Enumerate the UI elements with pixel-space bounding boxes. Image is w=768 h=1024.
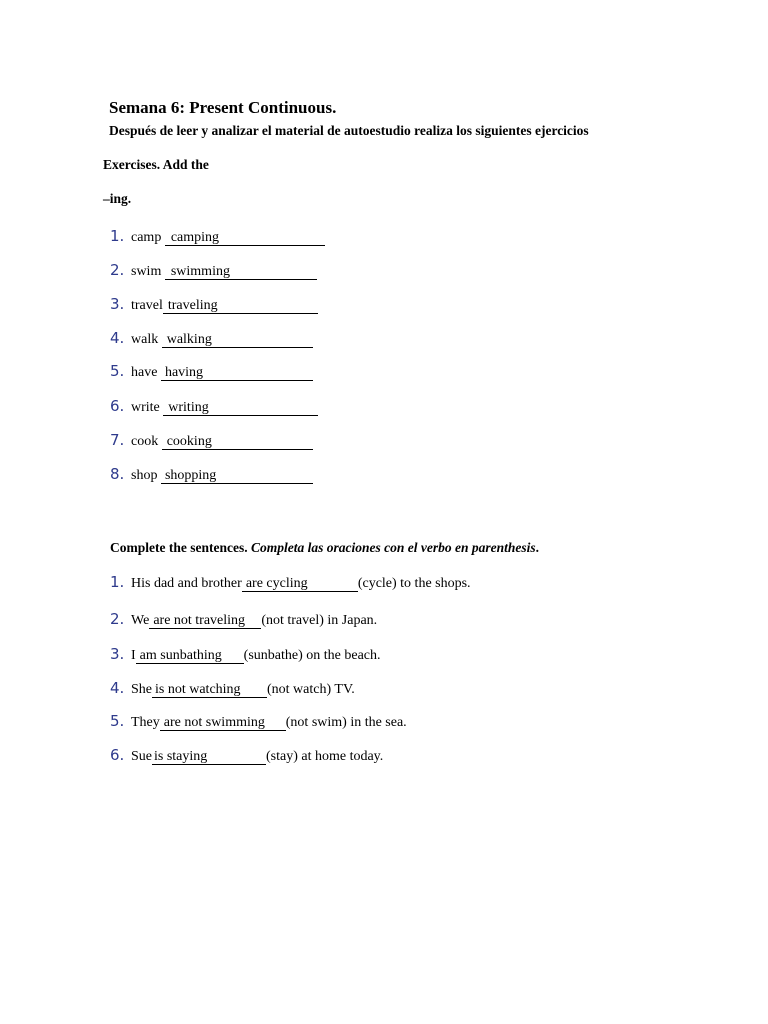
base-word: cook — [131, 434, 159, 449]
list-item — [110, 712, 407, 731]
base-word: camp — [131, 230, 162, 245]
list-item — [110, 431, 313, 450]
base-word: shop — [131, 468, 158, 483]
instructions: Después de leer y analizar el material de autoestudio realiza los siguientes ejercicios — [109, 123, 589, 138]
list-item — [110, 746, 383, 765]
base-word: write — [131, 400, 160, 415]
item-number: 4. — [110, 329, 125, 347]
answer-blank: writing — [163, 401, 318, 416]
item-number: 5. — [110, 362, 125, 380]
sentence-start: She — [131, 682, 152, 697]
sentence-start: Sue — [131, 749, 152, 764]
base-word: have — [131, 365, 158, 380]
part2-heading-bold: Complete the sentences. — [110, 540, 248, 555]
answer-blank: are cycling — [242, 577, 358, 592]
list-item — [110, 261, 317, 280]
item-number: 6. — [110, 397, 125, 415]
answer-blank: camping — [165, 231, 325, 246]
exercises-subheading: –ing. — [103, 191, 132, 206]
sentence-start: His dad and brother — [131, 576, 242, 591]
item-number: 3. — [110, 295, 125, 313]
answer-blank: are not traveling — [149, 614, 261, 629]
sentence-end: (stay) at home today. — [266, 749, 384, 764]
answer-blank: am sunbathing — [136, 649, 244, 664]
sentence-end: (not watch) TV. — [267, 682, 355, 697]
item-number: 2. — [110, 610, 125, 628]
sentence-start: They — [131, 715, 160, 730]
sentence-start: We — [131, 613, 150, 628]
list-item — [110, 295, 318, 314]
part2-heading-italic: Completa las oraciones con el verbo en parenthesis — [250, 540, 536, 555]
answer-blank: traveling — [163, 299, 318, 314]
sentence-end: (cycle) to the shops. — [357, 576, 471, 591]
item-number: 5. — [110, 712, 125, 730]
answer-blank: is staying — [152, 750, 266, 765]
list-item — [110, 679, 355, 698]
answer-blank: swimming — [165, 265, 317, 280]
base-word: travel — [131, 298, 163, 313]
item-number: 2. — [110, 261, 125, 279]
item-number: 7. — [110, 431, 125, 449]
answer-blank: are not swimming — [160, 716, 286, 731]
list-item — [110, 227, 325, 246]
base-word: swim — [131, 264, 162, 279]
sentence-end: (not swim) in the sea. — [285, 715, 407, 730]
sentence-end: (not travel) in Japan. — [261, 613, 378, 628]
list-item — [110, 645, 381, 664]
item-number: 1. — [110, 227, 125, 245]
answer-blank: having — [161, 366, 313, 381]
answer-blank: shopping — [161, 469, 313, 484]
item-number: 8. — [110, 465, 125, 483]
base-word: walk — [131, 332, 159, 347]
item-number: 4. — [110, 679, 125, 697]
sentence-start: I — [131, 648, 136, 663]
item-number: 1. — [110, 573, 125, 591]
list-item — [110, 329, 313, 348]
list-item — [110, 573, 471, 592]
exercises-heading: Exercises. Add the — [103, 157, 209, 172]
answer-blank: is not watching — [152, 683, 267, 698]
list-item — [110, 610, 377, 629]
part2-heading-period: . — [535, 540, 539, 555]
answer-blank: cooking — [162, 435, 313, 450]
page-title: Semana 6: Present Continuous. — [109, 98, 337, 117]
sentence-end: (sunbathe) on the beach. — [243, 648, 381, 663]
list-item — [110, 362, 313, 381]
part2-heading — [110, 540, 539, 556]
list-item — [110, 397, 318, 416]
item-number: 3. — [110, 645, 125, 663]
answer-blank: walking — [162, 333, 313, 348]
item-number: 6. — [110, 746, 125, 764]
list-item — [110, 465, 313, 484]
